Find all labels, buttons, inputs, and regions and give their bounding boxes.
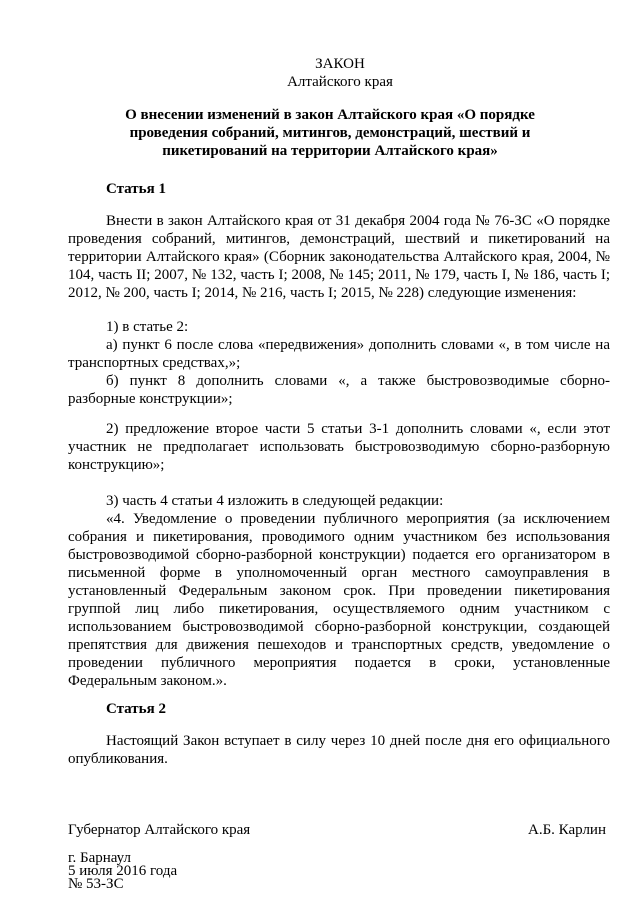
article-2-paragraph: Настоящий Закон вступает в силу через 10 дней после дня его официального опубликования.	[68, 733, 610, 767]
footer-city: г. Барнаул	[68, 850, 131, 866]
signatory-position: Губернатор Алтайского края	[68, 822, 251, 838]
article-1-item-1b: б) пункт 8 дополнить словами «, а также быстровозводимые сборно-разборные конструкции»;	[68, 373, 610, 407]
law-title: О внесении изменений в закон Алтайского края «О порядке проведения собраний, митингов, демонстраций, шествий и пикетирований на территории Алтайского края»	[125, 107, 535, 159]
footer-date: 5 июля 2016 года	[68, 863, 178, 879]
law-region-heading: Алтайского края	[287, 74, 393, 90]
article-1-heading: Статья 1	[106, 181, 166, 197]
article-1-item-3-new-text: «4. Уведомление о проведении публичного мероприятия (за исключением собрания и пикетирования, проводимого одним участником без использования быстровозводимой сборно-разборной конструкции) подается его организатором в письменной форме в уполномоченный орган местного самоуправления в установленный Федеральным законом срок. При проведении пикетирования группой лиц либо пикетирования, осуществляемого одним участником с использованием быстровозводимой сборно-разборной конструкции, создающей препятствия для движения пешеходов и транспортных средств, уведомление о проведении публичного мероприятия подается в сроки, установленные Федеральным законом.».	[68, 511, 610, 689]
signatory-name: А.Б. Карлин	[527, 822, 606, 838]
law-type-heading: ЗАКОН	[315, 56, 365, 72]
article-1-item-3: 3) часть 4 статьи 4 изложить в следующей редакции:	[106, 493, 444, 509]
footer-law-number: № 53-ЗС	[68, 876, 124, 892]
article-1-item-1a: а) пункт 6 после слова «передвижения» дополнить словами «, в том числе на транспортных средствах,»;	[68, 337, 610, 371]
article-1-intro-paragraph: Внести в закон Алтайского края от 31 декабря 2004 года № 76-ЗС «О порядке проведения собраний, митингов, демонстраций, шествий и пикетирований на территории Алтайского края» (Сборник законодательства Алтайского края, 2004, № 104, часть II; 2007, № 132, часть I; 2008, № 145; 2011, № 179, часть I, № 186, часть I; 2012, № 200, часть I; 2014, № 216, часть I; 2015, № 228) следующие изменения:	[68, 213, 610, 301]
article-1-item-1: 1) в статье 2:	[106, 319, 189, 335]
article-1-item-2: 2) предложение второе части 5 статьи 3-1 дополнить словами «, если этот участник не предполагает использовать быстровозводимую сборно-разборную конструкцию»;	[68, 421, 610, 473]
article-2-heading: Статья 2	[106, 701, 166, 717]
